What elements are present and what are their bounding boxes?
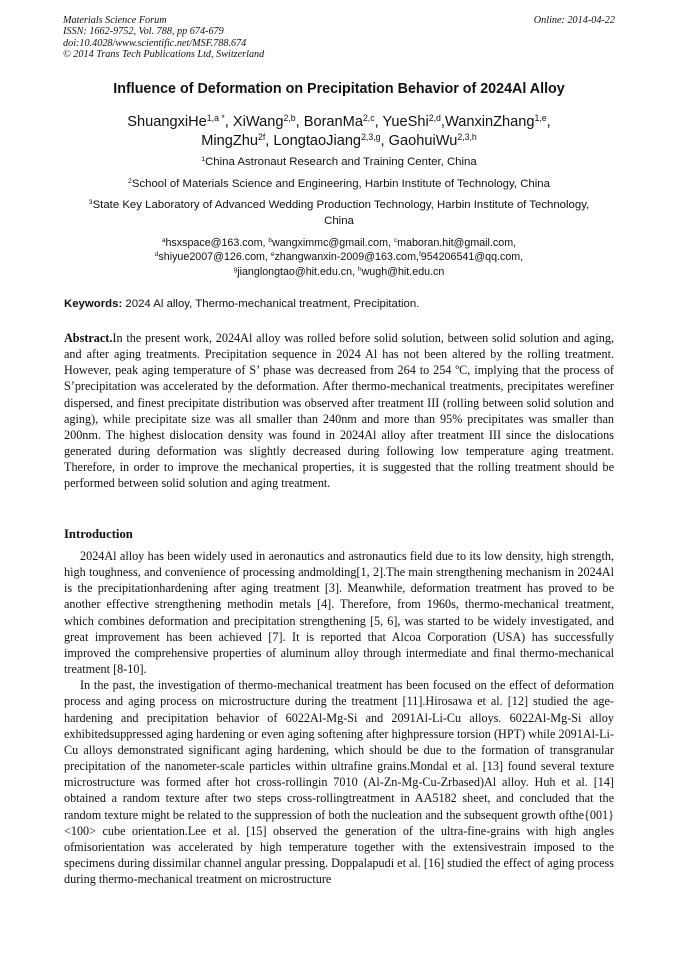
author-superscript: 1,a * [206,112,225,123]
affiliation-text: State Key Laboratory of Advanced Wedding Production Technology, Harbin Institute of Technology, China [92,199,590,227]
keywords-label: Keywords: [64,298,123,310]
email-marker: d [154,251,159,259]
abstract-text: In the present work, 2024Al alloy was rolled before solid solution, between solid solution and aging, and after aging treatments. Precipitation sequence in 2024 Al has not been altered by the rolling treatment. However, peak aging temperature of S’ phase was decreased from 264 to 254 ºC, implying that the process of S’precipitation was accelerated by the deformation. After thermo-mechanical treatments, precipitates werefiner dispersed, and finest precipitate distribution was observed after treatment III (rolling between solid solution and aging), while precipitate size was all smaller than 240nm and more than 95% precipitates was smaller than 200nm. The highest dislocation density was found in 2024Al alloy after treatment III since the dislocations generated during deformation was slightly decreased during following low temperature aging treatment. Therefore, in order to improve the mechanical properties, it is suggested that the rolling treatment should be performed between solid solution and aging treatment. [64,331,614,491]
author-superscript: 2,d [428,112,441,123]
email-marker: f [419,251,421,259]
keywords-line [64,298,614,310]
email-marker: c [393,237,398,245]
paper-title: Influence of Deformation on Precipitation Behavior of 2024Al Alloy [113,81,565,97]
paragraph: 2024Al alloy has been widely used in aeronautics and astronautics field due to its low density, high strength, high toughness, and convenience of processing andmolding[1, 2].The main strengthening mechanism in 2024Al is the precipitationhardening after aging treatment [3]. Meanwhile, deformation treatment has proved to be another effective strengthening methodin metals [4]. Therefore, from 1960s, thermo-mechanical treatment, which combines deformation and precipitation strengthening [5, 6], was started to be widely investigated, and great improvement has been achieved [7]. It is reported that Alcoa Corporation (USA) has successfully improved the comprehensive properties of aluminum alloy through intermediate and final thermo-mechanical treatment [8-10]. [64,549,614,677]
email-marker: g [233,265,238,273]
doi-line: doi:10.4028/www.scientific.net/MSF.788.674 [63,37,247,49]
affiliation-number: 1 [201,155,206,163]
affiliation-number: 2 [128,177,132,185]
affiliation-3 [80,198,598,229]
email-link[interactable]: maboran.hit@gmail.com, [397,237,517,249]
affiliation-text: School of Materials Science and Engineering, Harbin Institute of Technology, China [131,178,550,190]
email-list [80,236,598,279]
author-list: ShuangxiHe$^{1,a *}$, XiWang$^{2,b}$, BoranMa$^{2,c}$, YueShi$^{2,d}$,WanxinZhang$^{1,e}$, MingZhu$^{2f}$, LongtaoJiang$^{2,3,g}$, GaohuiWu$^{2,3,h}$ [127,112,551,149]
author-name: MingZhu [201,133,258,149]
author-name: LongtaoJiang [273,133,362,149]
section-heading-introduction: Introduction [64,527,133,541]
author-name: YueShi [382,114,429,130]
email-marker: e [270,251,275,259]
affiliation-text: China Astronaut Research and Training Center, China [205,156,477,168]
copyright-line: © 2014 Trans Tech Publications Ltd, Switzerland [63,49,265,61]
journal-header [63,15,615,61]
affiliation-number: 3 [88,198,93,206]
email-link[interactable]: hsxspace@163.com, [165,237,269,249]
abstract-label: Abstract. [64,331,113,345]
email-marker: h [358,265,362,273]
email-marker: b [268,237,272,245]
email-marker: a [161,237,166,245]
email-link[interactable]: zhangwanxin-2009@163.com, [274,251,419,264]
author-superscript: 1,e [534,112,547,123]
author-name: BoranMa [303,114,363,130]
affiliation-1 [80,155,598,171]
email-link[interactable]: wugh@hit.edu.cn [361,265,445,278]
online-date: Online: 2014-04-22 [533,15,615,26]
journal-name: Materials Science Forum [63,15,167,26]
author-superscript: 2,3,h [457,131,477,142]
paragraph: In the past, the investigation of thermo-mechanical treatment has been focused on the effect of deformation process and aging process on microstructure during the treatment [11].Hirosawa et al. [12] studied the age-hardening and precipitation behavior of 6022Al-Mg-Si and 2091Al-Li-Cu alloys. 6022Al-Mg-Si alloy exhibitedsuppressed aging hardening or even aging softening after highpressure torsion (HPT) while 2091Al-Li-Cu alloys demonstrated significant aging hardening, which should be due to the formation of transgranular precipitation of the nanometer-scale particles within ultrafine grains.Mondal et al. [13] found several texture microstructure was formed after hot cross-rollingin 7010 (Al-Zn-Mg-Cu-Zrbased)Al alloy. Huh et al. [14] obtained a random texture after two steps cross-rollingtreatment in AA5182 sheet, and concluded that the random texture might be related to the suppression of both the nucleation and the subsequent growth ofthe{001}<100> cube orientation.Lee et al. [15] observed the generation of the ultra-fine-grains with high angles ofmisorientation was accelerated by high temperature together with the extensivestrain imposed to the specimens during dissimilar channel angular pressing. Doppalapudi et al. [16] studied the effect of aging process during thermo-mechanical treatment on microstructure [64,678,614,887]
affiliation-2 [80,177,598,193]
issn-line: ISSN: 1662-9752, Vol. 788, pp 674-679 [63,26,224,38]
keywords-text: 2024 Al alloy, Thermo-mechanical treatment, Precipitation. [122,298,420,310]
email-link[interactable]: shiyue2007@126.com, [158,251,271,264]
email-link[interactable]: 954206541@qq.com, [420,251,524,264]
author-superscript: 2,3,g [361,131,381,142]
email-link[interactable]: jianglongtao@hit.edu.cn, [237,265,359,278]
author-name: XiWang [232,114,284,130]
author-name: GaohuiWu [388,133,458,149]
author-name: ShuangxiHe [127,114,207,130]
author-superscript: 2,b [283,112,296,123]
author-superscript: 2,c [362,112,375,123]
introduction-body [64,548,614,887]
abstract [64,330,614,492]
author-name: WanxinZhang [444,114,535,130]
author-superscript: 2f [257,131,266,142]
email-link[interactable]: wangximmc@gmail.com, [272,237,394,249]
